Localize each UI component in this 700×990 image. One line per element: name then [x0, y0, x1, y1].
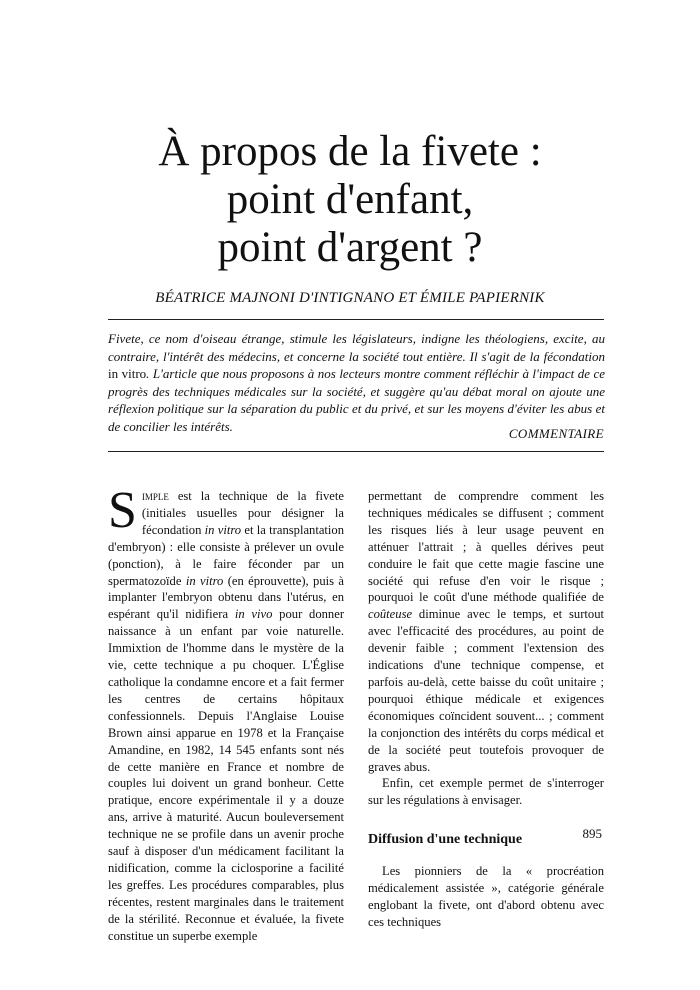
abstract [108, 330, 605, 436]
italic-term: in vitro [185, 573, 224, 588]
title-line-1: À propos de la fivete : [158, 128, 542, 175]
title-line-2: point d'enfant, [226, 176, 474, 223]
text-run: diminue avec le temps, et surtout avec l'efficacité des procédures, au point de devenir faible ; comment l'extension des indications d'une technique compense, et parfois au-delà, cette baisse du coût unitaire ; pourquoi éthique médicale et exigences économiques coïncident souvent... ; comment la conjonction des intérêts du corps médical et de la société peut toutefois provoquer de graves abus. [368, 607, 604, 774]
abstract-text-2: . L'article que nous proposons à nos lecteurs montre comment réfléchir à l'impact de ce progrès des techniques médicales sur la société, et suggère qu'au débat moral on ajoute une réflexion politique sur la séparation du public et du privé, et sur les moyens d'éviter les abus et de concilier les intérêts. [108, 366, 605, 434]
abstract-upright-term: in vitro [108, 366, 147, 382]
text-run: et la transplantation d'embryon) : elle consiste à prélever un ovule (ponction), à le faire féconder par un spermatozoïde [108, 522, 345, 588]
drop-cap: S [108, 482, 137, 539]
title-line-3: point d'argent ? [217, 224, 483, 271]
paragraph-3: Enfin, cet exemple permet de s'interroger sur les régulations à envisager. [368, 776, 604, 808]
paragraph-4: Les pionniers de la « procréation médicalement assistée », catégorie générale englobant la fivete, ont d'abord obtenu avec ces techniques [368, 864, 604, 929]
article-title [0, 128, 700, 272]
paragraph-2 [368, 488, 604, 775]
smallcaps-lead: imple [141, 489, 169, 503]
abstract-text-1: Fivete, ce nom d'oiseau étrange, stimule les législateurs, indigne les théologiens, excite, au contraire, l'intérêt des médecins, et concerne la société tout entière. Il s'agit de la fécondation [108, 331, 605, 364]
italic-term: in vivo [234, 607, 273, 622]
authors-byline: BÉATRICE MAJNONI D'INTIGNANO ET ÉMILE PAPIERNIK [155, 290, 545, 306]
text-run: permettant de comprendre comment les techniques médicales se diffusent ; comment les risques liés à leur usage peuvent en atténuer l'attrait ; à quelles dérives peut conduire le fait que cette magie fascine une société qui refuse d'en voir le risque ; pourquoi le coût d'une méthode qualifiée de [368, 489, 604, 605]
paragraph-1 [108, 482, 345, 944]
column-right [368, 488, 604, 931]
column-left [108, 482, 345, 944]
text-run: est la technique de la fivete (initiales usuelles pour désigner la fécondation [141, 489, 344, 537]
top-divider [108, 319, 604, 320]
text-run: (en éprouvette), puis à implanter l'embryon obtenu dans l'utérus, en espérant qu'il nidifiera [108, 573, 345, 622]
bottom-divider [108, 451, 604, 452]
journal-label: COMMENTAIRE [508, 426, 604, 441]
italic-term: coûteuse [368, 607, 413, 622]
section-heading: Diffusion d'une technique [368, 832, 523, 848]
text-run: pour donner naissance à un enfant par voie naturelle. Immixtion de l'homme dans le mystère de la vie, cette technique a pu choquer. L'Église catholique la condamne encore et a fait fermer les centres de certains hôpitaux confessionnels. Depuis l'Anglaise Louise Brown ainsi apparue en 1978 et la Française Amandine, en 1982, 14 545 enfants sont nés de cette manière en France et nombre de couples lui doivent un grand bonheur. Cette pratique, encore expérimentale il y a douze ans, arrive à maturité. Aucun bouleversement technique ne se profile dans un avenir proche sauf à disposer d'un médicament facilitant la nidification, comme la ciclosporine a facilité les greffes. Les procédures comparables, plus récentes, restent marginales dans le traitement de la stérilité. Reconnue et évaluée, la fivete constitue un superbe exemple [108, 607, 345, 943]
italic-term: in vitro [204, 522, 242, 537]
page-number: 895 [582, 826, 602, 841]
